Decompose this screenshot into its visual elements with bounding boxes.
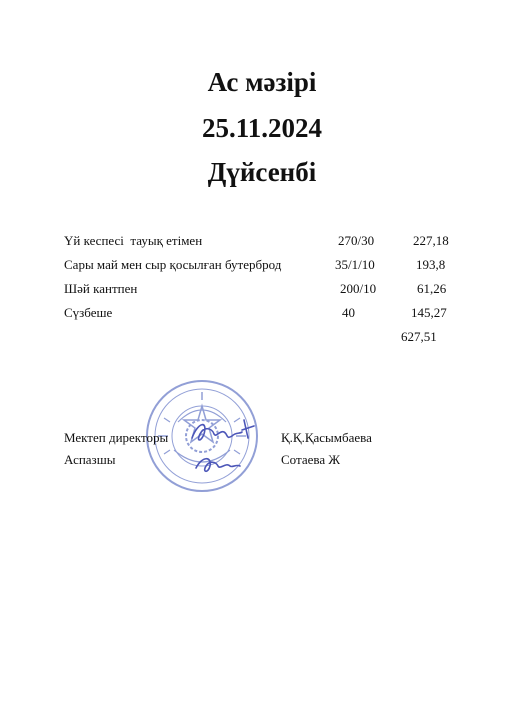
menu-item-portion: 35/1/10 <box>335 257 375 272</box>
menu-item-portion: 200/10 <box>340 281 377 296</box>
signature-graphic <box>188 412 278 482</box>
menu-item-name: Үй кеспесі тауық етімен <box>64 233 203 248</box>
cook-name: Сотаева Ж <box>281 452 341 467</box>
menu-item-price: 227,18 <box>413 233 449 248</box>
cook-label: Аспазшы <box>64 452 116 467</box>
menu-item-name: Шәй кантпен <box>64 281 138 296</box>
menu-row <box>0 280 524 298</box>
menu-row <box>0 304 524 322</box>
menu-item-portion: 40 <box>342 305 355 320</box>
document-date: 25.11.2024 <box>201 113 322 143</box>
document-title: Ас мәзірі <box>207 67 317 97</box>
menu-item-portion: 270/30 <box>338 233 375 248</box>
handwritten-signature-icon <box>188 412 278 482</box>
document-weekday: Дүйсенбі <box>207 157 317 187</box>
menu-item-price: 61,26 <box>417 281 447 296</box>
menu-row <box>0 256 524 274</box>
menu-item-price: 193,8 <box>416 257 446 272</box>
menu-row <box>0 232 524 250</box>
director-label: Мектеп директоры <box>64 430 169 445</box>
menu-item-name: Сүзбеше <box>64 305 113 320</box>
menu-total: 627,51 <box>401 329 437 344</box>
menu-item-price: 145,27 <box>411 305 447 320</box>
menu-item-name: Сары май мен сыр қосылған бутерброд <box>64 257 282 272</box>
director-name: Қ.Қ.Қасымбаева <box>281 430 372 445</box>
